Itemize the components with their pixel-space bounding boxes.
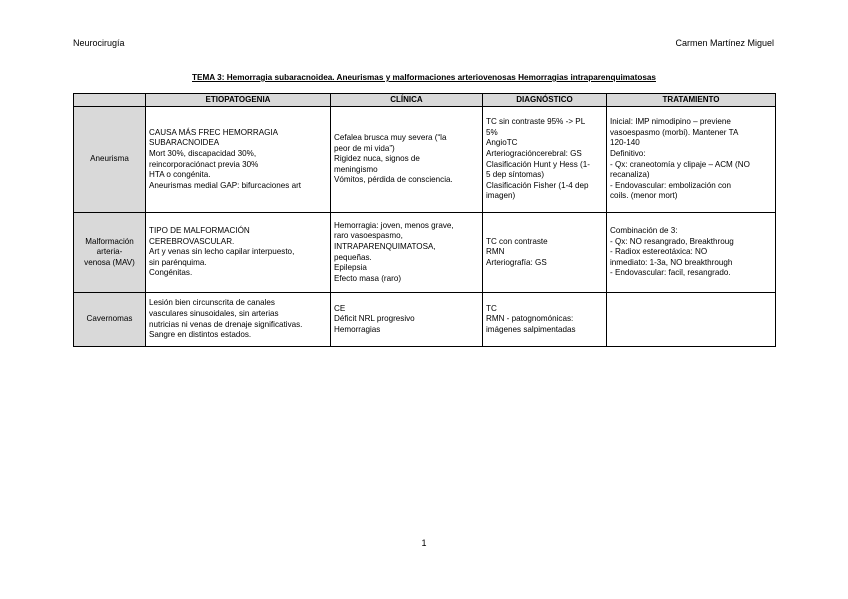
summary-table (73, 93, 776, 347)
cell-line: Sangre en distintos estados. (149, 330, 252, 340)
cell-line: SUBARACNOIDEA (149, 138, 220, 148)
cell-aneurisma-etiopatogenia (146, 107, 331, 213)
cell-line: Hemorragias (334, 324, 381, 334)
cell-line: RMN - patognomónicas: (486, 314, 574, 324)
cell-line: Cefalea brusca muy severa (“la (334, 133, 447, 143)
table-header-row (74, 94, 776, 107)
cell-line: meningismo (334, 164, 378, 174)
page-number: 1 (421, 538, 427, 548)
cell-line: reincorporaciónact previa 30% (149, 159, 259, 169)
cell-line: 5% (486, 127, 498, 137)
cell-line: Hemorragia: joven, menos grave, (334, 220, 454, 230)
cell-line: Definitivo: (610, 148, 646, 158)
cell-line: Aneurismas medial GAP: bifurcaciones art (149, 180, 302, 190)
cell-line: Lesión bien circunscrita de canales (149, 298, 275, 308)
cell-line: coils. (menor mort) (610, 191, 678, 201)
cell-line: imágenes salpimentadas (486, 324, 576, 334)
cell-cavernomas-etiopatogenia (146, 293, 331, 347)
cell-mav-diagnostico (483, 213, 607, 293)
row-header-line: Aneurisma (90, 154, 129, 164)
cell-line: 120-140 (610, 138, 640, 148)
column-header-etiopatogenia: ETIOPATOGENIA (146, 94, 331, 107)
cell-line: TC con contraste (486, 236, 548, 246)
cell-line: - Qx: craneotomía y clipaje – ACM (NO (610, 159, 750, 169)
cell-line: Efecto masa (raro) (334, 273, 402, 283)
cell-line: Clasificación Hunt y Hess (1- (486, 159, 590, 169)
cell-line: 5 dep síntomas) (486, 170, 545, 180)
row-header-line: arteria- (96, 247, 123, 257)
column-header-tratamiento: TRATAMIENTO (607, 94, 776, 107)
table-row (74, 293, 776, 347)
cell-line: CE (334, 303, 346, 313)
cell-line: Mort 30%, discapacidad 30%, (149, 148, 257, 158)
cell-line: recanaliza) (610, 170, 650, 180)
cell-line: imagen) (486, 191, 516, 201)
row-header-mav (74, 213, 146, 293)
cell-line: CAUSA MÁS FREC HEMORRAGIA (149, 127, 279, 137)
cell-line: AngioTC (486, 138, 518, 148)
row-header-line: venosa (MAV) (84, 257, 135, 267)
column-header-diagnostico: DIAGNÓSTICO (483, 94, 607, 107)
column-header-empty (74, 94, 146, 107)
cell-line: CEREBROVASCULAR. (149, 236, 235, 246)
cell-line: RMN (486, 247, 505, 257)
cell-line: TC (486, 303, 497, 313)
cell-line: Art y venas sin lecho capilar interpuesto, (149, 247, 295, 257)
row-header-line: Cavernomas (86, 314, 133, 324)
row-header-cavernomas (74, 293, 146, 347)
table-row (74, 213, 776, 293)
cell-mav-etiopatogenia (146, 213, 331, 293)
cell-line: - Radiox estereotáxica: NO (610, 247, 708, 257)
document-title: TEMA 3: Hemorragia subaracnoidea. Aneurismas y malformaciones arteriovenosas Hemorragias intraparenquimatosas (192, 73, 656, 82)
cell-line: inmediato: 1-3a, NO breakthrough (610, 257, 733, 267)
table-row (74, 107, 776, 213)
cell-line: Epilepsia (334, 263, 367, 273)
cell-mav-tratamiento (607, 213, 776, 293)
cell-line: Vómitos, pérdida de consciencia. (334, 175, 453, 185)
cell-line: pequeñas. (334, 252, 372, 262)
cell-line: sin parénquima. (149, 257, 207, 267)
header-left-subject: Neurocirugía (73, 38, 125, 48)
cell-line: - Endovascular: embolización con (610, 180, 732, 190)
cell-line: Arteriografía: GS (486, 257, 547, 267)
cell-line: INTRAPARENQUIMATOSA, (334, 241, 436, 251)
cell-cavernomas-diagnostico (483, 293, 607, 347)
cell-line: Combinación de 3: (610, 226, 678, 236)
cell-aneurisma-tratamiento (607, 107, 776, 213)
column-header-clinica: CLÍNICA (331, 94, 483, 107)
cell-aneurisma-clinica (331, 107, 483, 213)
cell-line: peor de mi vida”) (334, 143, 395, 153)
cell-line: Déficit NRL progresivo (334, 314, 415, 324)
row-header-aneurisma (74, 107, 146, 213)
cell-line: Congénitas. (149, 268, 193, 278)
cell-line: nutricias ni venas de drenaje significativas. (149, 319, 303, 329)
header-right-author: Carmen Martínez Miguel (675, 38, 774, 48)
cell-line: vasculares sinusoidales, sin arterias (149, 308, 279, 318)
cell-line: Arteriogracióncerebral: GS (486, 148, 582, 158)
cell-cavernomas-clinica (331, 293, 483, 347)
cell-mav-clinica (331, 213, 483, 293)
cell-line: - Qx: NO resangrado, Breakthroug (610, 236, 734, 246)
cell-line: TIPO DE MALFORMACIÓN (149, 226, 250, 236)
cell-line: HTA o congénita. (149, 170, 211, 180)
cell-cavernomas-tratamiento (607, 293, 776, 347)
cell-line: TC sin contraste 95% -> PL (486, 117, 586, 127)
cell-line: Clasificación Fisher (1-4 dep (486, 180, 589, 190)
row-header-line: Malformación (85, 236, 134, 246)
cell-line: raro vasoespasmo, (334, 231, 403, 241)
cell-line: Inicial: IMP nimodipino – previene (610, 117, 731, 127)
cell-line: vasoespasmo (morbi). Mantener TA (610, 127, 739, 137)
cell-aneurisma-diagnostico (483, 107, 607, 213)
cell-line: Rigidez nuca, signos de (334, 154, 420, 164)
cell-line: - Endovascular: facil, resangrado. (610, 268, 731, 278)
